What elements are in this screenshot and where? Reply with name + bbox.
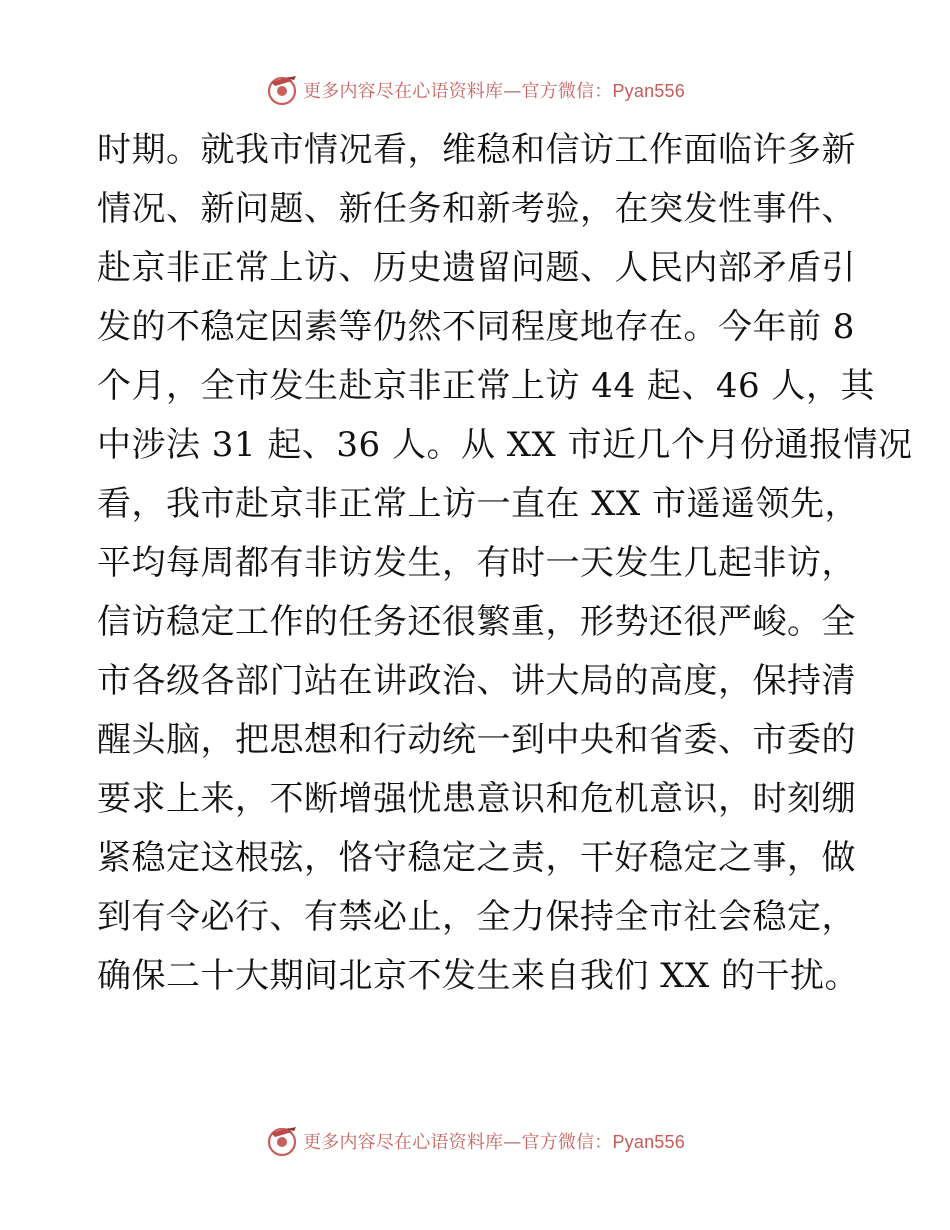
text-line: 发的不稳定因素等仍然不同程度地存在。今年前 8 bbox=[97, 307, 855, 347]
text-line: 醒头脑，把思想和行动统一到中央和省委、市委的 bbox=[97, 720, 856, 760]
text-line: 要求上来，不断增强忧患意识和危机意识，时刻绷 bbox=[97, 779, 856, 819]
watermark-text: 更多内容尽在心语资料库—官方微信：Pyan556 bbox=[303, 1132, 685, 1153]
text-line: 紧稳定这根弦，恪守稳定之责，干好稳定之事，做 bbox=[97, 838, 856, 878]
text-line: 到有令必行、有禁必止，全力保持全市社会稳定， bbox=[97, 897, 856, 937]
text-line: 情况、新问题、新任务和新考验，在突发性事件、 bbox=[97, 189, 856, 229]
footer-watermark bbox=[0, 1121, 950, 1161]
text-line: 确保二十大期间北京不发生来自我们 XX 的干扰。 bbox=[97, 956, 860, 996]
header-watermark bbox=[0, 70, 950, 110]
text-line: 中涉法 31 起、36 人。从 XX 市近几个月份通报情况 bbox=[97, 425, 913, 465]
text-line: 时期。就我市情况看，维稳和信访工作面临许多新 bbox=[97, 130, 856, 170]
text-line: 信访稳定工作的任务还很繁重，形势还很严峻。全 bbox=[97, 602, 856, 642]
document-body bbox=[97, 121, 913, 1006]
text-line: 市各级各部门站在讲政治、讲大局的高度，保持清 bbox=[97, 661, 856, 701]
text-line: 个月，全市发生赴京非正常上访 44 起、46 人，其 bbox=[97, 366, 875, 406]
text-line: 看，我市赴京非正常上访一直在 XX 市遥遥领先， bbox=[97, 484, 860, 524]
text-line: 平均每周都有非访发生，有时一天发生几起非访， bbox=[97, 543, 856, 583]
text-line: 赴京非正常上访、历史遗留问题、人民内部矛盾引 bbox=[97, 248, 856, 288]
brand-logo-icon bbox=[265, 73, 299, 107]
watermark-text: 更多内容尽在心语资料库—官方微信：Pyan556 bbox=[303, 81, 685, 102]
brand-logo-icon bbox=[265, 1124, 299, 1158]
